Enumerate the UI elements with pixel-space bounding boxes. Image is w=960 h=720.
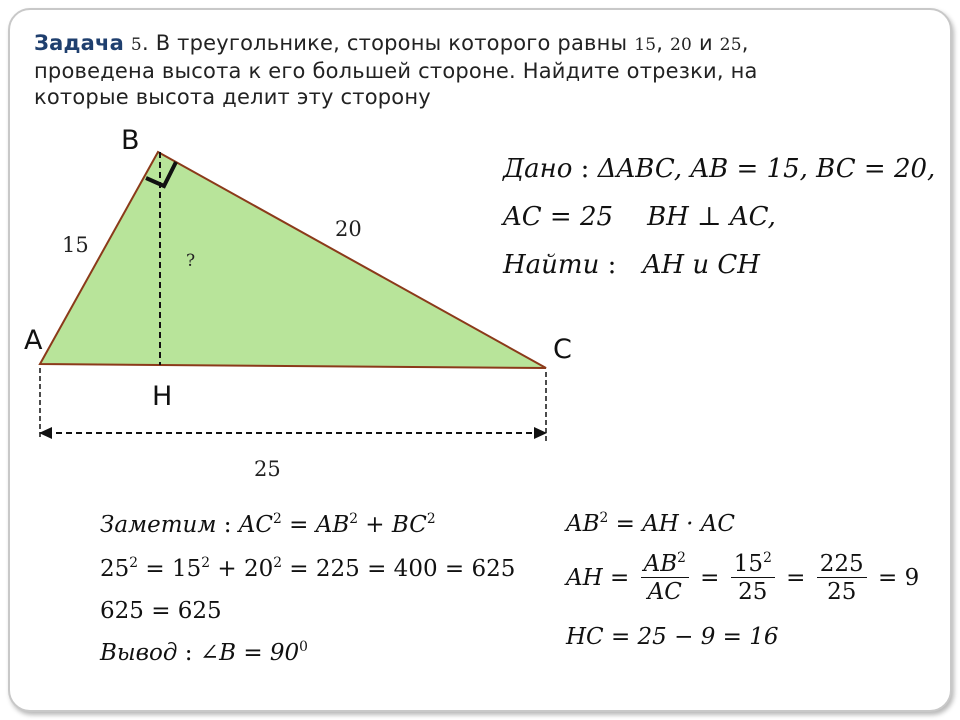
find-label: Найти (503, 250, 600, 280)
ah-result: 9 (904, 565, 920, 592)
numerator: 225 (817, 552, 867, 578)
fraction-2 (731, 552, 775, 604)
exponent: 2 (273, 555, 282, 572)
denominator: 25 (827, 579, 857, 606)
given-sides: , AB = 15, BC = 20, (673, 154, 936, 184)
exponent: 2 (349, 511, 358, 528)
find-line (503, 250, 760, 280)
term: 20 (243, 556, 274, 582)
plus: + (358, 512, 392, 538)
sum-result: = 225 = 400 = 625 (282, 556, 516, 582)
side-bc-label: 20 (335, 217, 362, 241)
solution-line-1 (100, 512, 436, 538)
given-label: Дано (503, 154, 573, 184)
exponent: 2 (677, 550, 686, 567)
equals: = (778, 565, 813, 592)
fraction-3 (817, 552, 867, 604)
colon: : (216, 512, 239, 538)
equals: = (281, 512, 316, 538)
triangle-name: ΔABC (597, 154, 674, 184)
result-line-3 (566, 624, 779, 650)
degree-mark: 0 (299, 639, 308, 656)
note-label: Заметим (100, 512, 217, 538)
problem-text-1: . В треугольнике, стороны которого равны (141, 31, 635, 55)
problem-number: 5 (130, 35, 142, 55)
given-line-2 (503, 202, 776, 232)
exponent: 2 (599, 510, 609, 527)
equals: = (692, 565, 727, 592)
problem-line-3: которые высота делит эту сторону (34, 85, 431, 109)
exponent: 2 (273, 511, 282, 528)
result-line-2 (566, 552, 919, 604)
problem-text-2: , (741, 31, 749, 55)
plus: + (210, 556, 244, 582)
term-ah: AH (566, 565, 603, 592)
side-ac-label: 25 (254, 457, 281, 481)
side-value-2: 20 (670, 35, 693, 55)
arrow-right-icon (534, 427, 547, 439)
colon: : (177, 640, 200, 666)
equality-check: 625 = 625 (100, 598, 222, 624)
colon: : (572, 154, 598, 184)
hc-result: HC = 25 − 9 = 16 (566, 624, 779, 650)
side-value-1: 15 (634, 35, 657, 55)
given-perpendicular: BH ⊥ AC, (647, 202, 776, 232)
angle-b-value: ∠B = 90 (199, 640, 300, 666)
term: 15 (171, 556, 202, 582)
fraction-1 (641, 552, 689, 604)
colon: : (599, 250, 625, 280)
term-ac: AC (238, 512, 274, 538)
problem-line-2: проведена высота к его большей стороне. Найдите отрезки, на (34, 59, 758, 83)
exponent: 2 (129, 555, 139, 572)
exponent: 2 (763, 550, 772, 567)
term: 25 (100, 556, 130, 582)
equals: = (138, 556, 172, 582)
vertex-a-label: A (24, 325, 43, 356)
equals: = (870, 565, 905, 592)
vertex-h-label: H (152, 381, 173, 412)
separator: и (692, 31, 720, 55)
side-value-3: 25 (719, 35, 742, 55)
conclusion-label: Вывод (100, 640, 178, 666)
arrow-left-icon (39, 427, 52, 439)
solution-line-3 (100, 598, 222, 624)
term-bc: BC (391, 512, 427, 538)
vertex-c-label: C (553, 334, 572, 365)
separator: , (656, 31, 671, 55)
result-line-1 (566, 511, 735, 537)
given-line-1 (503, 154, 935, 184)
solution-line-2 (100, 556, 515, 582)
vertex-b-label: B (121, 125, 140, 156)
triangle-abc (40, 152, 546, 368)
solution-line-4 (100, 640, 308, 666)
numerator: AB (643, 551, 678, 577)
equals: = (602, 565, 637, 592)
find-value: AH и CH (642, 250, 760, 280)
exponent: 2 (201, 555, 211, 572)
altitude-unknown-label: ? (186, 251, 196, 271)
side-ab-label: 15 (62, 233, 89, 257)
projection-formula: = AH · AC (608, 511, 735, 537)
denominator: 25 (738, 579, 768, 606)
denominator: AC (647, 579, 682, 606)
numerator: 15 (733, 551, 764, 577)
given-ac: AC = 25 (503, 202, 614, 232)
term-ab: AB (315, 512, 350, 538)
exponent: 2 (426, 511, 436, 528)
term-ab: AB (566, 511, 600, 537)
problem-label: Задача (34, 31, 125, 55)
